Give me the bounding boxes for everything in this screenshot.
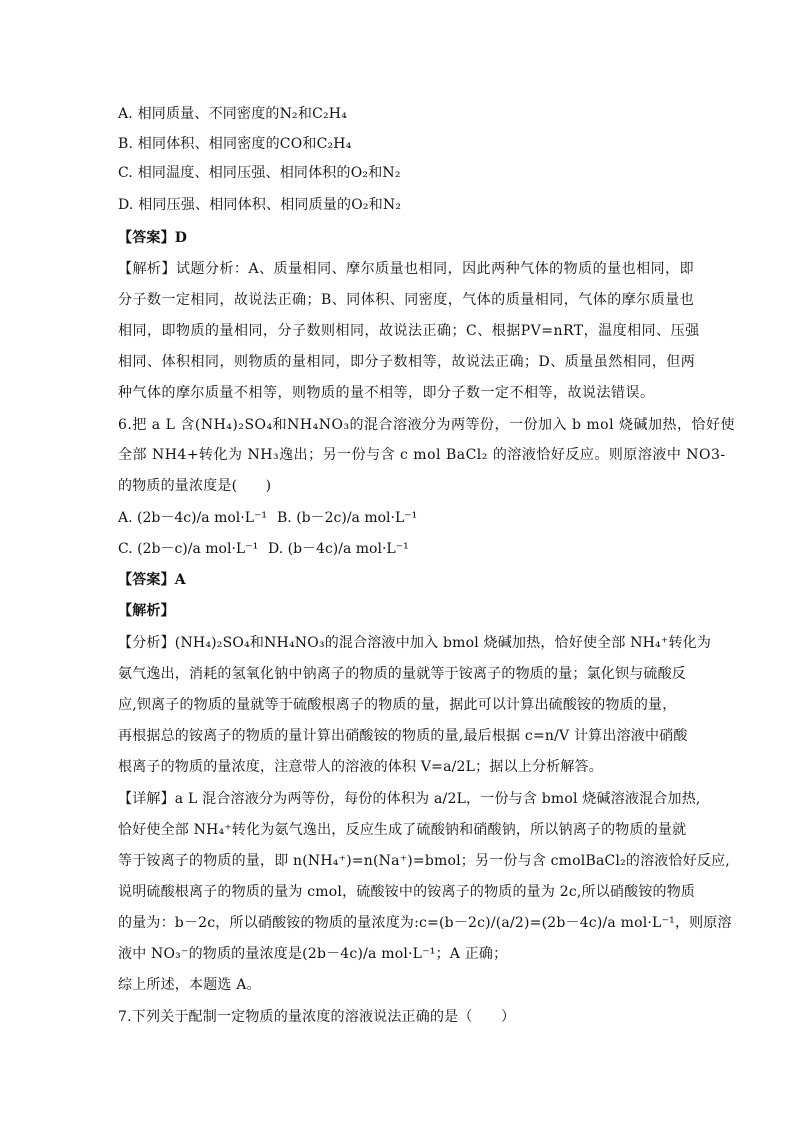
option-d: D. 相同压强、相同体积、相同质量的O₂和N₂ <box>118 197 402 213</box>
q6-option-c: C. (2b－c)/a mol·L⁻¹ <box>118 541 259 557</box>
fenxi-line: 再根据总的铵离子的物质的量计算出硝酸铵的物质的量,最后根据 c=n/V 计算出溶液中硝酸 <box>118 728 688 744</box>
xiangjie-line: 的量为：b－2c，所以硝酸铵的物质的量浓度为:c=(b－2c)/(a/2)=(2b－4c)/a mol·L⁻¹，则原溶 <box>118 915 732 931</box>
question6-line: 的物质的量浓度是( ) <box>118 478 272 494</box>
fenxi-line: 【分析】(NH₄)₂SO₄和NH₄NO₃的混合溶液中加入 bmol 烧碱加热，恰好使全部 NH₄⁺转化为 <box>118 635 712 651</box>
fenxi-line: 氨气逸出，消耗的氢氧化钠中钠离子的物质的量就等于铵离子的物质的量；氯化钡与硫酸反 <box>118 666 686 682</box>
fenxi-line: 根离子的物质的量浓度，注意带人的溶液的体积 V=a/2L；据以上分析解答。 <box>118 759 603 775</box>
analysis-q5-line: 相同、体积相同，则物质的量相同，即分子数相等，故说法正确；D、质量虽然相同，但两 <box>118 354 696 370</box>
analysis-title-q6: 【解析】 <box>118 603 175 619</box>
xiangjie-line: 液中 NO₃⁻的物质的量浓度是(2b－4c)/a mol·L⁻¹；A 正确； <box>118 946 508 962</box>
analysis-q5-line: 种气体的摩尔质量不相等，则物质的量不相等，即分子数一定不相等，故说法错误。 <box>118 385 655 401</box>
fenxi-line: 应,钡离子的物质的量就等于硫酸根离子的物质的量，据此可以计算出硫酸铵的物质的量， <box>118 697 677 713</box>
question6-line: 6.把 a L 含(NH₄)₂SO₄和NH₄NO₃的混合溶液分为两等份，一份加入 b mol 烧碱加热，恰好使 <box>118 417 736 433</box>
question6-line: 全部 NH4+转化为 NH₃逸出；另一份与含 c mol BaCl₂ 的溶液恰好反应。则原溶液中 NO3- <box>118 447 726 463</box>
xiangjie-line: 恰好使全部 NH₄⁺转化为氨气逸出，反应生成了硫酸钠和硝酸钠，所以钠离子的物质的量就 <box>118 822 687 838</box>
xiangjie-line: 【详解】a L 混合溶液分为两等份，每份的体积为 a/2L，一份与含 bmol 烧碱溶液混合加热, <box>118 791 701 807</box>
q6-option-b: B. (b－2c)/a mol·L⁻¹ <box>277 510 418 526</box>
answer-q6: 【答案】A <box>118 572 186 588</box>
analysis-q5-line: 分子数一定相同，故说法正确；B、同体积、同密度，气体的质量相同，气体的摩尔质量也 <box>118 292 695 308</box>
option-c: C. 相同温度、相同压强、相同体积的O₂和N₂ <box>118 165 401 181</box>
xiangjie-line: 等于铵离子的物质的量，即 n(NH₄⁺)=n(Na⁺)=bmol；另一份与含 cmolBaCl₂的溶液恰好反应, <box>118 853 730 869</box>
q6-option-d: D. (b－4c)/a mol·L⁻¹ <box>268 541 409 557</box>
xiangjie-line: 说明硫酸根离子的物质的量为 cmol，硫酸铵中的铵离子的物质的量为 2c,所以硝酸铵的物质 <box>118 884 696 900</box>
question7: 7.下列关于配制一定物质的量浓度的溶液说法正确的是（ ） <box>118 1009 516 1025</box>
q6-option-a: A. (2b－4c)/a mol·L⁻¹ <box>118 510 267 526</box>
option-a: A. 相同质量、不同密度的N₂和C₂H₄ <box>118 106 348 122</box>
analysis-q5-line: 【解析】试题分析：A、质量相同、摩尔质量也相同，因此两种气体的物质的量也相同，即 <box>118 261 695 277</box>
answer-q5: 【答案】D <box>118 230 188 246</box>
analysis-q5-line: 相同，即物质的量相同，分子数则相同，故说法正确；C、根据PV=nRT，温度相同、压强 <box>118 323 700 339</box>
summary-q6: 综上所述，本题选 A。 <box>118 977 261 993</box>
option-b: B. 相同体积、相同密度的CO和C₂H₄ <box>118 136 352 152</box>
